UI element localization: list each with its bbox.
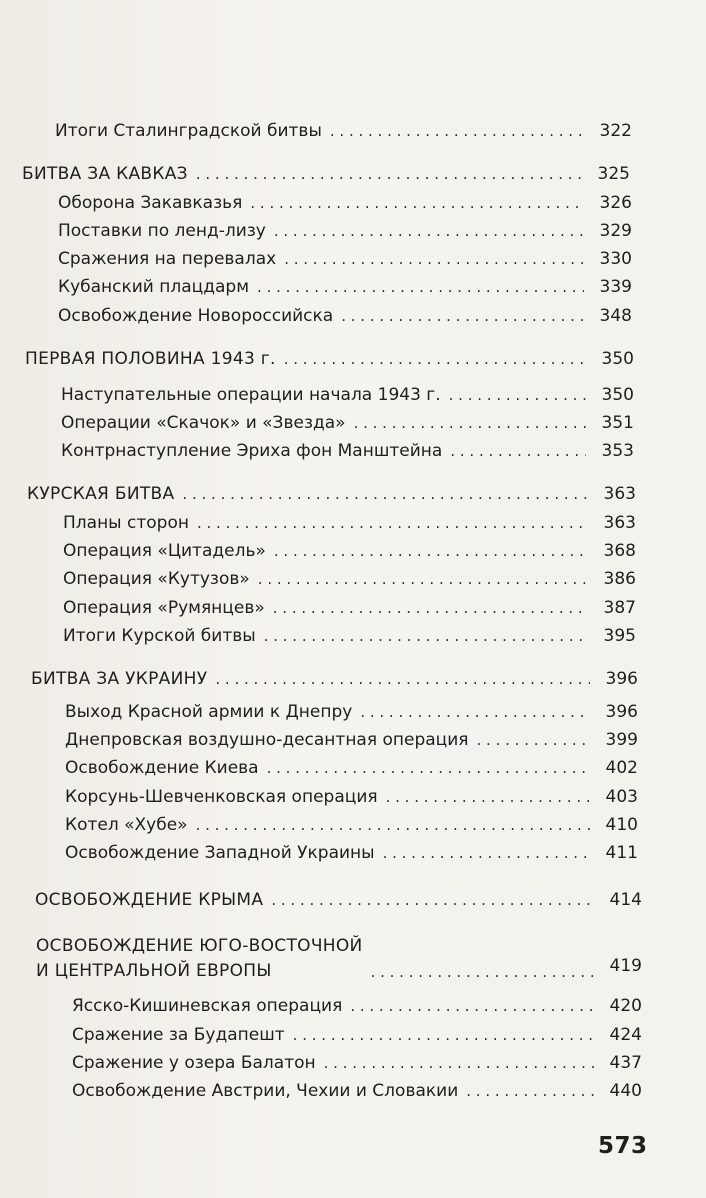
- toc-entry: [0, 504, 706, 532]
- toc-entry: [0, 297, 706, 325]
- toc-entry-title: Операция «Кутузов»: [63, 569, 250, 590]
- dot-leader: [274, 221, 584, 241]
- page-number: 573: [598, 1133, 648, 1159]
- toc-entry-title: Кубанский плацдарм: [58, 277, 250, 298]
- toc-entry-title: Корсунь-Шевченковская операция: [65, 786, 378, 807]
- toc-entry: [0, 433, 706, 461]
- dot-leader: [383, 843, 590, 863]
- toc-entry-title: Операции «Скачок» и «Звезда»: [61, 413, 346, 434]
- dot-leader: [196, 815, 590, 835]
- toc-entry: [0, 1045, 706, 1073]
- toc-section-title: БИТВА ЗА УКРАИНУ: [31, 668, 208, 689]
- toc-entry: [0, 689, 706, 722]
- dot-leader: [330, 121, 584, 141]
- toc-entry: [0, 778, 706, 806]
- dot-leader: [284, 349, 586, 369]
- dot-leader: [341, 306, 584, 326]
- toc-entry: [0, 589, 706, 617]
- toc-entry-title: Итоги Сталинградской битвы: [55, 121, 322, 142]
- toc-entry-title: Освобождение Киева: [65, 758, 259, 779]
- toc-section-page: 396: [605, 668, 638, 689]
- toc-entry: [0, 835, 706, 863]
- dot-leader: [293, 1025, 594, 1045]
- toc-entry-title: Ясско-Кишиневская операция: [72, 996, 343, 1017]
- dot-leader: [215, 669, 590, 689]
- toc-entry: [0, 533, 706, 561]
- dot-leader: [354, 413, 586, 433]
- toc-entry: [0, 722, 706, 750]
- toc-entry-page: 353: [601, 441, 634, 462]
- table-of-contents: [0, 113, 706, 1101]
- toc-entry-page: 411: [605, 843, 638, 864]
- toc-entry-title: Оборона Закавказья: [58, 192, 243, 213]
- toc-entry: [0, 113, 706, 141]
- toc-entry-page: 399: [605, 730, 638, 751]
- toc-section: [0, 658, 706, 689]
- dot-leader: [182, 484, 588, 504]
- toc-entry: [0, 405, 706, 433]
- toc-entry-title: Выход Красной армии к Днепру: [65, 701, 353, 722]
- toc-entry-title: Операция «Цитадель»: [63, 540, 266, 561]
- dot-leader: [324, 1053, 594, 1073]
- toc-entry-page: 403: [605, 786, 638, 807]
- toc-entry-page: 402: [605, 758, 638, 779]
- toc-entry-title: Сражения на перевалах: [58, 249, 277, 270]
- toc-entry-page: 368: [603, 540, 636, 561]
- dot-leader: [250, 193, 584, 213]
- dot-leader: [274, 541, 588, 561]
- toc-entry-title: Поставки по ленд-лизу: [58, 220, 266, 241]
- dot-leader: [477, 730, 590, 750]
- dot-leader: [386, 787, 590, 807]
- toc-section-page: 419: [609, 956, 642, 977]
- toc-entry: [0, 241, 706, 269]
- toc-entry-title: Итоги Курской битвы: [63, 625, 256, 646]
- dot-leader: [350, 996, 594, 1016]
- toc-entry-title: Котел «Хубе»: [65, 815, 188, 836]
- toc-entry: [0, 561, 706, 589]
- dot-leader: [258, 569, 588, 589]
- toc-section-title: ОСВОБОЖДЕНИЕ КРЫМА: [35, 890, 264, 911]
- toc-entry-title: Освобождение Новороссийска: [58, 305, 334, 326]
- dot-leader: [267, 758, 590, 778]
- toc-entry: [0, 1073, 706, 1101]
- toc-entry-title: Операция «Румянцев»: [63, 597, 265, 618]
- toc-entry-page: 437: [609, 1052, 642, 1073]
- toc-section-page: 325: [597, 164, 630, 185]
- toc-section-title: ПЕРВАЯ ПОЛОВИНА 1943 г.: [25, 348, 276, 369]
- dot-leader: [273, 598, 588, 618]
- toc-section-page: 350: [601, 348, 634, 369]
- toc-section-page: 414: [609, 890, 642, 911]
- toc-entry-title: Контрнаступление Эриха фон Манштейна: [61, 441, 443, 462]
- toc-entry: [0, 982, 706, 1016]
- dot-leader: [360, 702, 590, 722]
- toc-entry-page: 322: [599, 121, 632, 142]
- toc-entry-title: Сражение у озера Балатон: [72, 1052, 316, 1073]
- toc-section-title-line2: И ЦЕНТРАЛЬНОЙ ЕВРОПЫ: [36, 961, 272, 982]
- toc-entry: [0, 184, 706, 212]
- toc-entry-page: 330: [599, 249, 632, 270]
- dot-leader: [371, 962, 594, 982]
- toc-section-title: [36, 932, 363, 982]
- dot-leader: [264, 626, 588, 646]
- toc-section: [0, 153, 706, 184]
- toc-entry-page: 396: [605, 701, 638, 722]
- dot-leader: [197, 513, 588, 533]
- toc-section-page: 363: [603, 484, 636, 505]
- toc-entry-page: 387: [603, 597, 636, 618]
- toc-entry-page: 420: [609, 996, 642, 1017]
- toc-entry-page: 410: [605, 815, 638, 836]
- toc-entry-title: Планы сторон: [63, 512, 189, 533]
- toc-entry-page: 350: [601, 384, 634, 405]
- toc-section-title-line1: ОСВОБОЖДЕНИЕ ЮГО-ВОСТОЧНОЙ: [36, 936, 363, 957]
- toc-section-title: КУРСКАЯ БИТВА: [27, 484, 175, 505]
- toc-entry: [0, 369, 706, 405]
- toc-entry: [0, 1016, 706, 1044]
- dot-leader: [466, 1081, 594, 1101]
- dot-leader: [450, 441, 586, 461]
- dot-leader: [449, 385, 586, 405]
- toc-entry-title: Освобождение Западной Украины: [65, 843, 375, 864]
- toc-section: [0, 924, 706, 982]
- toc-entry-title: Освобождение Австрии, Чехии и Словакии: [72, 1081, 459, 1102]
- toc-section: [0, 877, 706, 910]
- dot-leader: [284, 249, 584, 269]
- toc-entry: [0, 807, 706, 835]
- toc-entry-page: 339: [599, 277, 632, 298]
- toc-section-title: БИТВА ЗА КАВКАЗ: [22, 164, 188, 185]
- toc-entry-title: Сражение за Будапешт: [72, 1024, 285, 1045]
- toc-entry: [0, 213, 706, 241]
- toc-entry-page: 351: [601, 413, 634, 434]
- toc-entry-page: 395: [603, 625, 636, 646]
- toc-entry-title: Наступательные операции начала 1943 г.: [61, 384, 441, 405]
- toc-entry: [0, 269, 706, 297]
- toc-entry-page: 329: [599, 220, 632, 241]
- toc-entry-page: 386: [603, 569, 636, 590]
- toc-entry-page: 440: [609, 1081, 642, 1102]
- toc-entry-page: 348: [599, 305, 632, 326]
- toc-entry-title: Днепровская воздушно-десантная операция: [65, 730, 469, 751]
- toc-entry: [0, 618, 706, 646]
- dot-leader: [271, 890, 594, 910]
- toc-entry-page: 326: [599, 192, 632, 213]
- toc-entry: [0, 750, 706, 778]
- toc-section: [0, 473, 706, 504]
- toc-section: [0, 338, 706, 369]
- toc-entry-page: 363: [603, 512, 636, 533]
- dot-leader: [257, 277, 584, 297]
- dot-leader: [196, 164, 582, 184]
- toc-entry-page: 424: [609, 1024, 642, 1045]
